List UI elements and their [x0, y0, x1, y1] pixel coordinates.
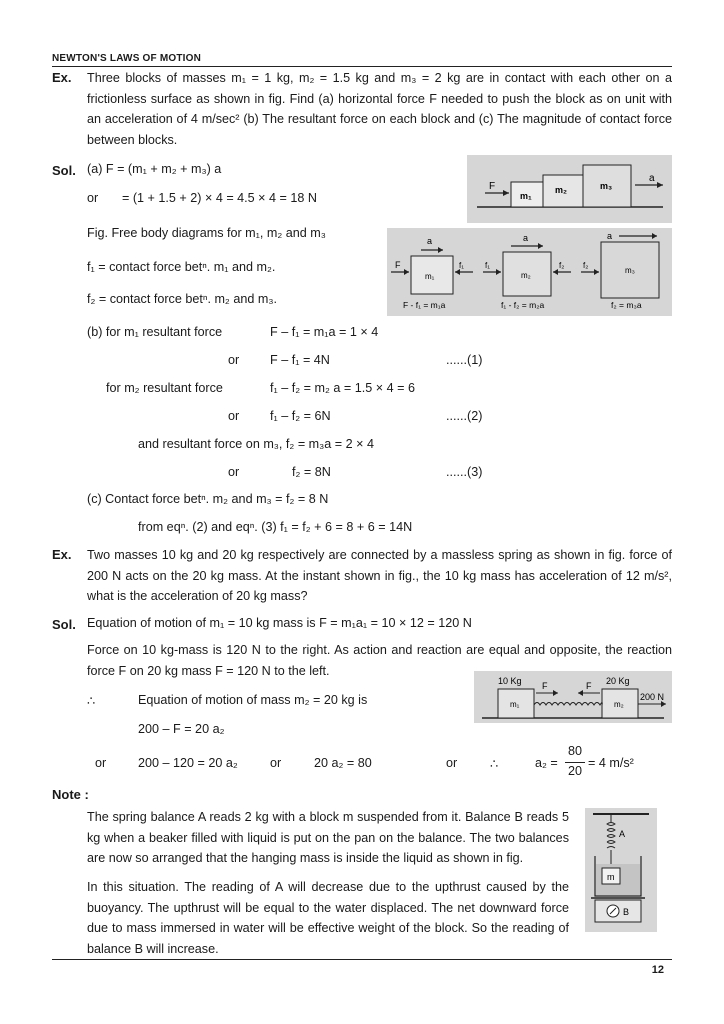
sol1-b4-or: or [228, 409, 240, 423]
sol2-therefore2: ∴ [490, 757, 499, 771]
note-paragraph-1: The spring balance A reads 2 kg with a block m suspended from it. Balance B reads 5 kg when a beaker filled with liquid is put on the pan on the balance. The two balances are now so arranged that the hanging mass is inside the liquid as shown in fig. [87, 810, 569, 865]
fig2-eq3: f₂ = m₃a [611, 300, 642, 310]
fig3-20kg-label: 20 Kg [606, 676, 630, 686]
fig3-200N-label: 200 N [640, 692, 665, 702]
sol1-b1-label: (b) for m₁ resultant force [87, 325, 223, 339]
header-rule [52, 66, 672, 67]
fig2-F-label: F [395, 260, 401, 270]
sol1-line4: f₁ = contact force betⁿ. m₁ and m₂. [87, 260, 276, 274]
sol1-c1: (c) Contact force betⁿ. m₂ and m₃ = f₂ = 8 N [87, 492, 329, 506]
fig2-m1-label: m₁ [425, 272, 435, 281]
sol1-b2-eq: F – f₁ = 4N [270, 353, 330, 367]
ex1-question: Three blocks of masses m₁ = 1 kg, m₂ = 1.5 kg and m₃ = 2 kg are in contact with each other on a frictionless surface as shown in fig. Find (a) horizontal force F needed to push the block as on unit with an acceleration of 4 m/sec² (b) The resultant force on each block and (c) The magnitude of contact force between blocks. [87, 71, 672, 147]
three-blocks-figure [467, 155, 672, 223]
fig4-m-label: m [607, 872, 615, 882]
fig4-A-label: A [619, 829, 626, 839]
sol1-line2: = (1 + 1.5 + 2) × 4 = 4.5 × 4 = 18 N [122, 191, 317, 205]
fig2-a-label-m1: a [427, 236, 433, 246]
fig3-m2-label: m₂ [614, 700, 624, 709]
sol1-b1-eq: F – f₁ = m₁a = 1 × 4 [270, 325, 379, 339]
spring-balance-figure [585, 808, 657, 932]
sol2-fraction-denominator: 20 [567, 764, 582, 778]
sol2-line5a: 200 – 120 = 20 a₂ [138, 756, 238, 770]
sol1-c2: from eqⁿ. (2) and eqⁿ. (3) f₁ = f₂ + 6 = 8 + 6 = 14N [138, 520, 413, 534]
sol1-b6-tag: ......(3) [446, 465, 483, 479]
sol2-or2: or [270, 756, 282, 770]
ex1-label: Ex. [52, 70, 72, 85]
fig3-F-label-left: F [542, 681, 548, 691]
sol1-b4-tag: ......(2) [446, 409, 483, 423]
fig2-f1-label-m2: f₁ [485, 261, 490, 270]
sol2-a2-lhs: a₂ = [535, 756, 558, 770]
free-body-diagrams-figure [387, 228, 672, 316]
sol2-line5b: 20 a₂ = 80 [314, 756, 372, 770]
sol2-line1: Equation of motion of m₁ = 10 kg mass is F = m₁a₁ = 10 × 12 = 120 N [87, 616, 472, 630]
sol1-line1: (a) F = (m₁ + m₂ + m₃) a [87, 162, 222, 176]
sol1-b6-eq: f₂ = 8N [292, 465, 331, 479]
fig3-F-label-right: F [586, 681, 592, 691]
sol2-or1: or [95, 756, 107, 770]
sol1-or: or [87, 191, 99, 205]
fig1-m2-label: m₂ [555, 185, 568, 195]
footer-rule [52, 959, 672, 960]
sol2-label: Sol. [52, 617, 76, 632]
fig2-f2-label-m2: f₂ [559, 261, 565, 270]
fig2-m2-label: m₂ [521, 271, 531, 280]
fig1-m1-label: m₁ [520, 191, 532, 201]
sol1-b2-tag: ......(1) [446, 353, 483, 367]
fig3-m1-label: m₁ [510, 700, 520, 709]
page-header-title: NEWTON'S LAWS OF MOTION [52, 53, 202, 64]
fig1-F-label: F [489, 181, 496, 192]
ex2-label: Ex. [52, 547, 72, 562]
sol1-b6-or: or [228, 465, 240, 479]
sol2-therefore: ∴ [87, 694, 96, 708]
fig1-m3-label: m₃ [600, 181, 613, 191]
sol2-paragraph: Force on 10 kg-mass is 120 N to the right. As action and reaction are equal and opposite, the reaction force F on 20 kg mass F = 120 N to the left. [87, 643, 672, 678]
fig2-f1-label-m1: f₁ [459, 261, 464, 270]
page-number: 12 [651, 964, 664, 976]
sol1-b3-label: for m₂ resultant force [106, 381, 223, 395]
sol2-line4: 200 – F = 20 a₂ [138, 722, 225, 736]
sol1-b5: and resultant force on m₃, f₂ = m₃a = 2 × 4 [138, 437, 375, 451]
ex2-question: Two masses 10 kg and 20 kg respectively are connected by a massless spring as shown in fig. force of 200 N acts on the 20 kg mass. At the instant shown in fig., the 10 kg mass has acceleration of 12 m/s², what is the acceleration of 20 kg mass? [87, 548, 672, 603]
note-paragraph-2: In this situation. The reading of A will decrease due to the upthrust caused by the buoyancy. The upthrust will be equal to the water displaced. The net downward force due to mass immersed in water will be effective weight of the block. So the reading of balance B will increase. [87, 880, 569, 956]
fig3-10kg-label: 10 Kg [498, 676, 522, 686]
sol2-line3: Equation of motion of mass m₂ = 20 kg is [138, 693, 368, 707]
spring-masses-figure [474, 671, 672, 723]
fig2-f2-label-m3: f₂ [583, 261, 589, 270]
sol1-b2-or: or [228, 353, 240, 367]
fig2-eq2: f₁ - f₂ = m₂a [501, 300, 545, 310]
fig2-eq1: F - f₁ = m₁a [403, 300, 446, 310]
sol2-fraction-numerator: 80 [567, 744, 582, 758]
note-label: Note : [52, 787, 89, 802]
fig2-a-label-m3: a [607, 231, 613, 241]
sol2-fraction-bar [565, 762, 585, 763]
sol1-b4-eq: f₁ – f₂ = 6N [270, 409, 331, 423]
sol1-line3: Fig. Free body diagrams for m₁, m₂ and m₃ [87, 226, 326, 240]
sol2-or3: or [446, 756, 458, 770]
sol2-a2-rhs: = 4 m/s² [588, 756, 634, 770]
fig2-m3-label: m₃ [625, 266, 635, 275]
fig4-B-label: B [623, 907, 630, 917]
sol1-line5: f₂ = contact force betⁿ. m₂ and m₃. [87, 292, 277, 306]
sol1-b3-eq: f₁ – f₂ = m₂ a = 1.5 × 4 = 6 [270, 381, 415, 395]
sol1-label: Sol. [52, 163, 76, 178]
fig2-a-label-m2: a [523, 233, 529, 243]
fig1-a-label: a [649, 173, 655, 184]
